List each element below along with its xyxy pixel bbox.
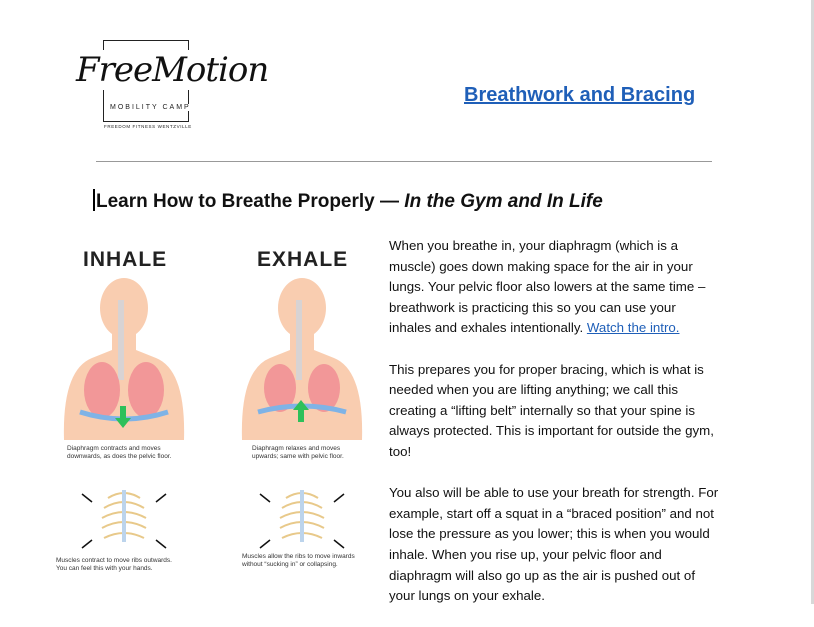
ribs-in-caption: Muscles allow the ribs to move inwards without “sucking in” or collapsing. — [242, 553, 355, 568]
logo-tagline: FREEDOM FITNESS WENTZVILLE — [104, 124, 192, 129]
breathing-illustration — [52, 240, 372, 580]
exhale-label: EXHALE — [257, 248, 349, 271]
heading-main: Learn How to Breathe Properly — — [96, 191, 400, 212]
breathwork-title-link[interactable]: Breathwork and Bracing — [464, 84, 696, 106]
body-text — [389, 236, 719, 627]
exhale-caption: Diaphragm relaxes and moves upwards; same with pelvic floor. — [252, 445, 344, 460]
paragraph-strength: You also will be able to use your breath for strength. For example, start off a squat in a “braced position” and not lose the pressure as you lower; this is when you would inhale. When you rise up, your pelvic floor and diaphragm will also go up as the air is pushed out of your lungs on your exhale. — [389, 485, 719, 604]
paragraph-bracing: This prepares you for proper bracing, which is what is needed when you are lifting anything; we call this creating a “lifting belt” internally so that your spine is always protected. This is important for outside the gym, too! — [389, 361, 714, 459]
header-divider — [96, 161, 712, 162]
exhale-torso-figure — [242, 278, 362, 440]
ribs-in-figure — [260, 490, 344, 548]
inhale-label: INHALE — [83, 248, 168, 271]
watch-intro-link[interactable]: Watch the intro. — [586, 320, 680, 336]
section-heading — [93, 189, 603, 213]
anatomy-drawing — [52, 240, 372, 580]
paragraph-intro: When you breathe in, your diaphragm (which is a muscle) goes down making space for the air in your lungs. Your pelvic floor also lowers at the same time – breathwork is practicing this so you can use your inhales and exhales intentionally. Watch the intro. — [389, 238, 706, 336]
text-cursor — [93, 189, 95, 211]
heading-italic: In the Gym and In Life — [404, 191, 603, 212]
logo-script-text: FreeMotion — [76, 50, 269, 90]
freemotion-logo — [70, 38, 269, 134]
inhale-caption: Diaphragm contracts and moves downwards, as does the pelvic floor. — [67, 445, 172, 460]
inhale-torso-figure — [64, 278, 184, 440]
logo-subtitle: MOBILITY CAMP — [110, 104, 191, 111]
ribs-out-figure — [82, 490, 166, 548]
ribs-out-caption: Muscles contract to move ribs outwards. You can feel this with your hands. — [56, 557, 172, 572]
